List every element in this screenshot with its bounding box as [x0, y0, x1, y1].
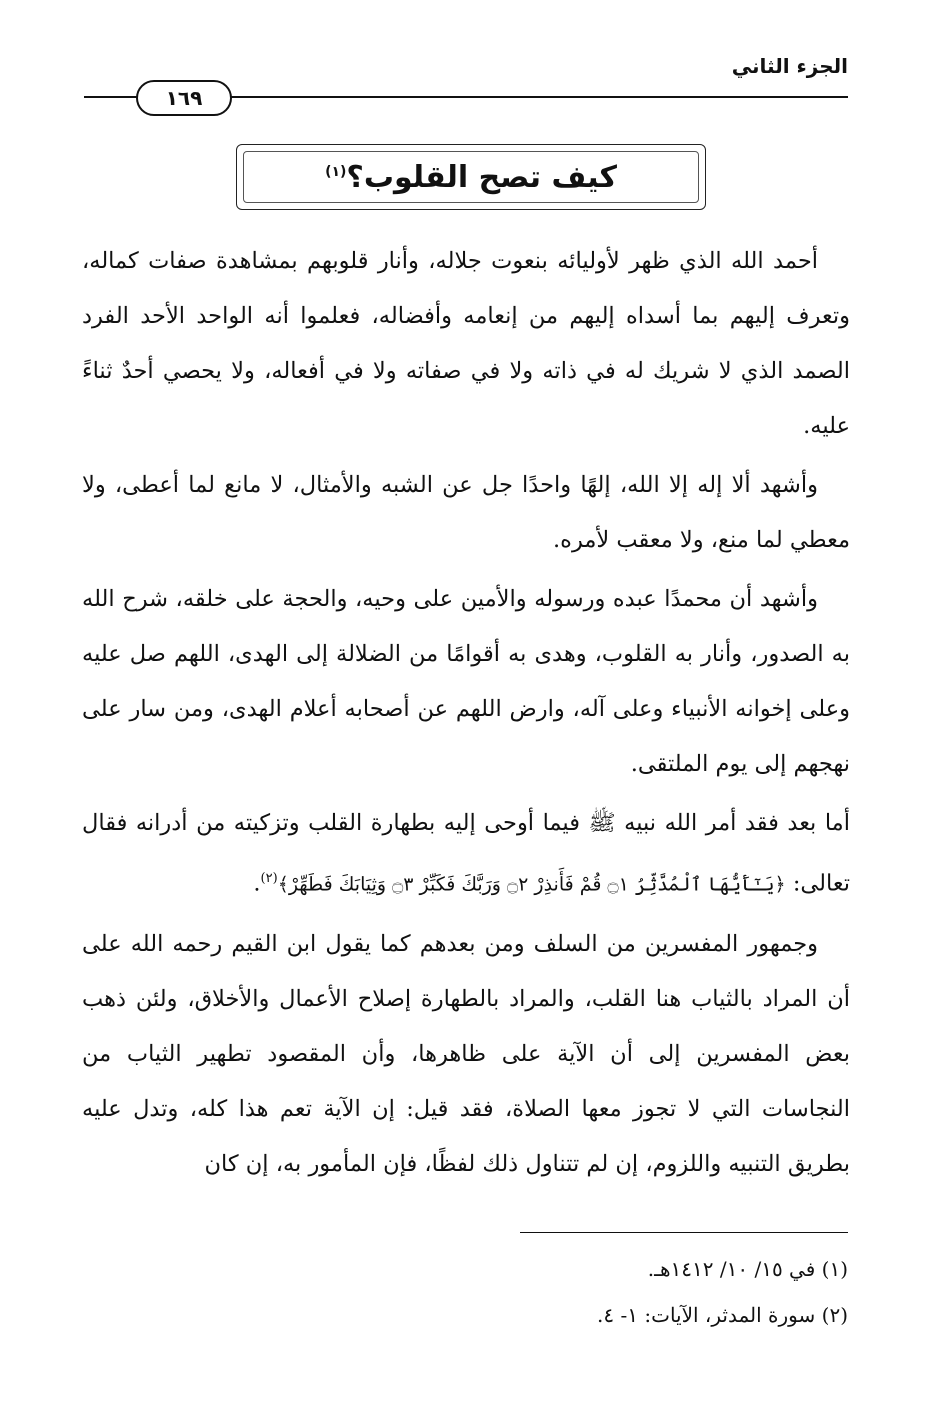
paragraph-5: وجمهور المفسرين من السلف ومن بعدهم كما يقول ابن القيم رحمه الله على أن المراد بالثياب هنا القلب، والمراد بالطهارة إصلاح الأعمال والأخلاق، ولئن ذهب بعض المفسرين إلى أن الآية على ظاهرها، وأن المقصود تطهير الثياب من النجاسات التي لا تجوز معها الصلاة، فقد قيل: إن الآية تعم هذا كله، وتدل عليه بطريق التنبيه واللزوم، إن لم تتناول ذلك لفظًا، فإن المأمور به، إن كان: [82, 930, 850, 1177]
paragraph-3: وأشهد أن محمدًا عبده ورسوله والأمين على وحيه، والحجة على خلقه، شرح الله به الصدور، وأنار به القلوب، وهدى به أقوامًا من الضلالة إلى الهدى، اللهم صل عليه وعلى إخوانه الأنبياء وعلى آله، وارض اللهم عن أصحابه أعلام الهدى، ومن سار على نهجهم إلى يوم الملتقى.: [82, 586, 850, 777]
verse-footnote-ref: (٢): [260, 871, 278, 886]
running-head: الجزء الثاني: [731, 54, 848, 78]
footnotes: [88, 1246, 848, 1338]
paragraph-1: أحمد الله الذي ظهر لأوليائه بنعوت جلاله، وأنار قلوبهم بمشاهدة صفات كماله، وتعرف إليهم بما أسداه إليهم من إنعامه وأفضاله، فعلموا أنه الواحد الأحد الفرد الصمد الذي لا شريك له في ذاته ولا في صفاته ولا في أفعاله، ولا يحصي أحدٌ ثناءً عليه.: [82, 248, 850, 439]
chapter-title-frame: [236, 144, 706, 210]
page-number: ١٦٩: [136, 80, 232, 116]
paragraph-2: وأشهد ألا إله إلا الله، إلهًا واحدًا جل عن الشبه والأمثال، لا مانع لما أعطى، ولا معطي لما منع، ولا معقب لأمره.: [82, 472, 850, 553]
paragraph-4-intro: أما بعد فقد أمر الله نبيه ﷺ فيما أوحى إليه بطهارة القلب وتزكيته من أدرانه فقال تعالى:: [82, 810, 850, 897]
footnote-1: (١) في ١٥/ ١٠/ ١٤١٢هـ.: [647, 1257, 848, 1281]
title-footnote-ref: (١): [325, 163, 347, 180]
chapter-title: [325, 160, 617, 195]
footnote-2: (٢) سورة المدثر، الآيات: ١- ٤.: [597, 1303, 848, 1327]
footnote-rule: [520, 1232, 848, 1233]
quran-verse: ﴿يَـٰٓأَيُّهَا ٱلْمُدَّثِّرُ ۝١ قُمْ فَأَنذِرْ ۝٢ وَرَبَّكَ فَكَبِّرْ ۝٣ وَثِيَابَكَ فَطَهِّرْ﴾: [277, 873, 786, 896]
paragraph-4: [82, 796, 850, 913]
paragraph-4-end: .: [253, 870, 261, 897]
chapter-title-text: كيف تصح القلوب؟: [346, 159, 617, 195]
body-text: [82, 234, 850, 1196]
